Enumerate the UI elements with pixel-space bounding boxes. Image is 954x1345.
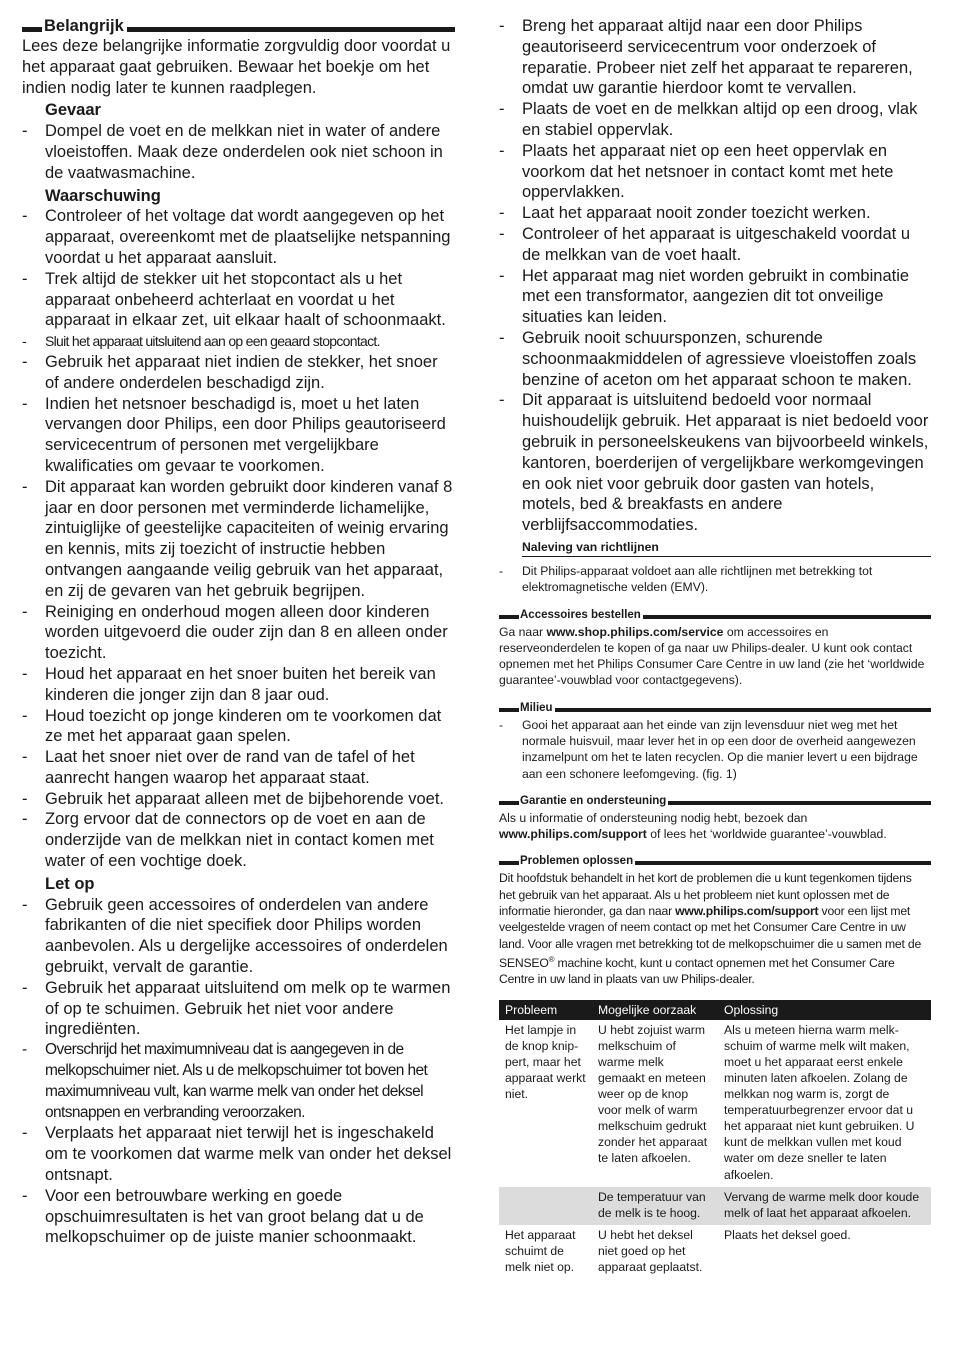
table-cell: Het apparaat schuimt de melk niet op. [505, 1227, 576, 1275]
list-item: - Gebruik geen accessoires of onderdelen van andere fabrikanten of die niet specifiek door Philips worden aanbevolen. Als u dergelijke accessoires of onderdelen gebruikt, vervalt de garantie. [22, 895, 455, 978]
list-milieu [499, 717, 931, 782]
table-cell [499, 1187, 592, 1225]
heading-bar-icon [499, 615, 519, 619]
list-naleving [499, 563, 931, 596]
table-cell: Als u meteen hierna warm melk-schuim of warme melk wilt maken, moet u het apparaat eerst enkele minuten laten afkoelen. Zolang de melkkan nog warm is, zorgt de temperatuurbegrenzer ervoor dat u het apparaat niet kunt gebruiken. U kunt de melkkan vullen met koud water om deze sneller te laten afkoelen. [724, 1022, 915, 1182]
list-item: - Controleer of het voltage dat wordt aangegeven op het apparaat, overeenkomt met de plaatselijke netspanning voordat u het apparaat aansluit. [22, 206, 455, 268]
list-item: - Overschrijd het maximumniveau dat is aangegeven in de melkopschuimer niet. Als u de melkopschuimer tot boven het maximumniveau vult, kan warme melk van onder het deksel ontsnappen en verbranding veroorzaken. [22, 1040, 455, 1123]
list-item: - Voor een betrouwbare werking en goede opschuimresultaten is het van groot belang dat u de melkopschuimer op de juiste manier schoonmaakt. [22, 1186, 455, 1248]
list-item: - Plaats de voet en de melkkan altijd op een droog, vlak en stabiel oppervlak. [499, 99, 931, 141]
section-heading-accessoires: Accessoires bestellen [499, 608, 931, 622]
table-cell: Vervang de warme melk door koude melk of laat het apparaat afkoelen. [718, 1187, 931, 1225]
support-link[interactable]: www.philips.com/support [675, 904, 819, 919]
section-heading-problemen: Problemen oplossen [499, 854, 931, 868]
table-header-row [499, 1000, 931, 1020]
heading-rule [635, 861, 931, 865]
list-item: - Indien het netsnoer beschadigd is, moet u het laten vervangen door Philips, een door Philips geautoriseerd servicecentrum of personen met vergelijkbare kwalificaties om gevaar te voorkomen. [22, 394, 455, 477]
list-item: - Het apparaat mag niet worden gebruikt in combinatie met een transformator, aangezien dit tot onveilige situaties kan leiden. [499, 266, 931, 328]
section-heading-milieu: Milieu [499, 701, 931, 715]
list-item: - Breng het apparaat altijd naar een door Philips geautoriseerd servicecentrum voor onderzoek of reparatie. Probeer niet zelf het apparaat te repareren, omdat uw garantie hierdoor komt te vervallen. [499, 16, 931, 99]
troubleshooting-table [499, 1000, 931, 1280]
list-item: - Dompel de voet en de melkkan niet in water of andere vloeistoffen. Maak deze onderdelen ook niet schoon in de vaatwasmachine. [22, 121, 455, 183]
accessoires-paragraph: Ga naar www.shop.philips.com/service om accessoires en reserveonderdelen te kopen of ga naar uw Philips-dealer. U kunt ook contact opnemen met het Philips Consumer Care Centre in uw land (zie het ‘worldwide guarantee’-vouwblad voor contactgegevens). [499, 624, 925, 688]
heading-rule [127, 27, 455, 32]
list-item: - Trek altijd de stekker uit het stopcontact als u het apparaat onbeheerd achterlaat en voordat u het apparaat in elkaar zet, uit elkaar haalt of schoonmaakt. [22, 269, 455, 331]
list-item: - Verplaats het apparaat niet terwijl het is ingeschakeld om te voorkomen dat warme melk van onder het deksel ontsnapt. [22, 1123, 455, 1185]
table-cell: Het lampje in de knop knip-pert, maar het apparaat werkt niet. [505, 1022, 586, 1102]
list-item: - Laat het apparaat nooit zonder toezicht werken. [499, 203, 931, 224]
problemen-paragraph: Dit hoofdstuk behandelt in het kort de problemen die u kunt tegenkomen tijdens het gebruik van het apparaat. Als u het probleem niet kunt oplossen met de informatie hieronder, ga dan naar www.philips.com/support voor een lijst met veelgestelde vragen of neem contact op met het Consumer Care Centre in uw land. Voor alle vragen met betrekking tot de melkopschuimer die u samen met de SENSEO® machine kocht, kunt u contact opnemen met het Consumer Care Centre in uw land in plaats van uw Philips-dealer. [499, 871, 922, 987]
heading-bar-icon [499, 708, 519, 712]
list-item: - Gebruik het apparaat alleen met de bijbehorende voet. [22, 789, 455, 810]
list-item: - Laat het snoer niet over de rand van de tafel of het aanrecht hangen waarop het apparaat staat. [22, 747, 455, 789]
support-link[interactable]: www.philips.com/support [499, 827, 647, 842]
list-let-op [22, 895, 455, 1249]
list-item: - Houd het apparaat en het snoer buiten het bereik van kinderen die jonger zijn dan 8 jaar oud. [22, 664, 455, 706]
list-item: - Dit apparaat is uitsluitend bedoeld voor normaal huishoudelijk gebruik. Het apparaat is niet bedoeld voor gebruik in personeelskeukens van bijvoorbeeld winkels, kantoren, boerderijen of vergelijkbare werkomgevingen en ook niet voor gebruik door gasten van hotels, motels, bed & breakfasts en andere verblijfsaccommodaties. [499, 390, 931, 536]
table-row [499, 1225, 931, 1279]
list-item: - Houd toezicht op jonge kinderen om te voorkomen dat ze met het apparaat gaan spelen. [22, 706, 455, 748]
intro-paragraph: Lees deze belangrijke informatie zorgvuldig door voordat u het apparaat gaat gebruiken. Bewaar het boekje om het indien nodig later te kunnen raadplegen. [22, 37, 451, 97]
table-row [499, 1020, 931, 1187]
subheading-gevaar: Gevaar [45, 101, 101, 120]
list-item: - Zorg ervoor dat de connectors op de voet en aan de onderzijde van de melkkan niet in contact komen met water of een vochtige doek. [22, 809, 455, 871]
column-header: Oplossing [718, 1000, 931, 1020]
garantie-paragraph: Als u informatie of ondersteuning nodig hebt, bezoek dan www.philips.com/support of lees het ‘worldwide guarantee’-vouwblad. [499, 810, 887, 842]
subheading-waarschuwing: Waarschuwing [45, 186, 161, 205]
list-gevaar [22, 121, 455, 183]
right-column [499, 16, 931, 1279]
heading-bar-icon [22, 27, 42, 32]
column-header: Probleem [499, 1000, 592, 1020]
subheading-naleving: Naleving van richtlijnen [522, 539, 931, 557]
table-cell: De temperatuur van de melk is te hoog. [592, 1187, 718, 1225]
list-item: - Plaats het apparaat niet op een heet oppervlak en voorkom dat het netsnoer in contact komt met hete oppervlakken. [499, 141, 931, 203]
table-cell: U hebt het deksel niet goed op het apparaat geplaatst. [598, 1227, 703, 1275]
list-item: - Gebruik het apparaat uitsluitend om melk op te warmen of op te schuimen. Gebruik het niet voor andere ingrediënten. [22, 978, 455, 1040]
list-continued-warnings [499, 16, 931, 536]
section-heading-garantie: Garantie en ondersteuning [499, 794, 931, 808]
heading-rule [555, 708, 931, 712]
list-item: - Gooi het apparaat aan het einde van zijn levensduur niet weg met het normale huisvuil, maar lever het in op een door de overheid aangewezen inzamelpunt om het te laten recyclen. Op die manier levert u een bijdrage aan een schonere leefomgeving. (fig. 1) [499, 717, 931, 782]
shop-link[interactable]: www.shop.philips.com/service [546, 624, 724, 639]
list-item: - Gebruik nooit schuursponzen, schurende schoonmaakmiddelen of agressieve vloeistoffen zoals benzine of aceton om het apparaat schoon te maken. [499, 328, 931, 390]
list-item: - Sluit het apparaat uitsluitend aan op een geaard stopcontact. [22, 331, 455, 352]
heading-rule [643, 615, 931, 619]
list-item: - Controleer of het apparaat is uitgeschakeld voordat u de melkkan van de voet haalt. [499, 224, 931, 266]
section-heading-belangrijk: Belangrijk [22, 16, 455, 36]
subheading-let-op: Let op [45, 874, 95, 893]
list-item: - Dit Philips-apparaat voldoet aan alle richtlijnen met betrekking tot elektromagnetische velden (EMV). [499, 563, 931, 596]
list-item: - Dit apparaat kan worden gebruikt door kinderen vanaf 8 jaar en door personen met verminderde lichamelijke, zintuiglijke of geestelijke capaciteiten of weinig ervaring en kennis, mits zij toezicht of instructie hebben ontvangen aangaande veilig gebruik van het apparaat, en zij de gevaren van het gebruik begrijpen. [22, 477, 455, 602]
heading-rule [668, 801, 931, 805]
table-cell: U hebt zojuist warm melkschuim of warme melk gemaakt en meteen weer op de knop voor melk of warm melkschuim gedrukt zonder het apparaat te laten afkoelen. [598, 1022, 708, 1166]
list-item: - Gebruik het apparaat niet indien de stekker, het snoer of andere onderdelen beschadigd zijn. [22, 352, 455, 394]
table-cell: Plaats het deksel goed. [724, 1227, 851, 1242]
heading-bar-icon [499, 861, 519, 865]
left-column [22, 16, 455, 1248]
heading-bar-icon [499, 801, 519, 805]
table-row [499, 1187, 931, 1225]
list-waarschuwing [22, 206, 455, 872]
list-item: - Reiniging en onderhoud mogen alleen door kinderen worden uitgevoerd die ouder zijn dan 8 en alleen onder toezicht. [22, 602, 455, 664]
column-header: Mogelijke oorzaak [592, 1000, 718, 1020]
